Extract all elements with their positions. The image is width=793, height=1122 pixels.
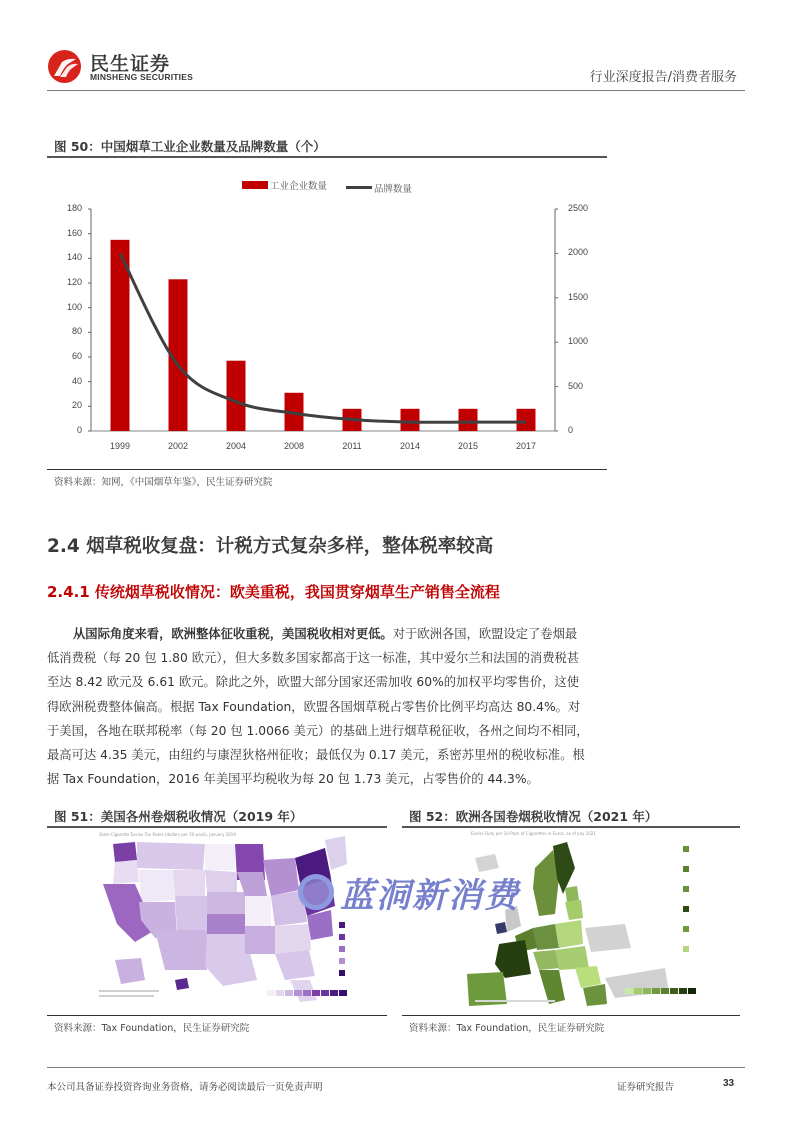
left-axis-tick-label: 160 bbox=[66, 227, 82, 238]
figure-51-bottom-rule bbox=[47, 1015, 387, 1016]
x-axis-tick-label: 2011 bbox=[342, 441, 362, 451]
figure-50-bottom-rule bbox=[47, 469, 607, 470]
figure-50-title: 图 50：中国烟草工业企业数量及品牌数量（个） bbox=[54, 139, 326, 154]
report-category: 行业深度报告/消费者服务 bbox=[589, 70, 737, 85]
paragraph-line: 得欧洲税费整体偏高。根据 Tax Foundation，欧盟各国烟草税占零售价比例平均高达 80.4%。对 bbox=[47, 699, 581, 714]
bar-enterprises bbox=[227, 361, 246, 431]
legend-label: 品牌数量 bbox=[374, 183, 413, 195]
paragraph-line: 据 Tax Foundation，2016 年美国平均税收为每 20 包 1.73 美元，占零售价的 44.3%。 bbox=[47, 772, 539, 787]
right-axis-tick-label: 1000 bbox=[568, 336, 589, 347]
logo-emblem-icon bbox=[48, 50, 81, 83]
bar-enterprises bbox=[401, 409, 420, 431]
map-caption: State Cigarette Excise Tax Rates (dollars per 20-pack), January 2019 bbox=[99, 832, 236, 837]
x-axis-tick-label: 2004 bbox=[225, 441, 247, 451]
figure-51-top-rule bbox=[47, 826, 387, 828]
footer-doc-type: 证券研究报告 bbox=[617, 1082, 675, 1093]
right-axis-tick-label: 2000 bbox=[568, 247, 589, 258]
figure-52-source: 资料来源：Tax Foundation，民生证券研究院 bbox=[409, 1023, 605, 1034]
paragraph-line: 最高可达 4.35 美元，由纽约与康涅狄格州征收；最低仅为 0.17 美元，系密苏里州的税收标准。根 bbox=[47, 748, 585, 763]
left-axis-tick-label: 120 bbox=[66, 277, 82, 287]
figure-52-title: 图 52：欧洲各国卷烟税收情况（2021 年） bbox=[409, 809, 658, 824]
figure-50-source: 资料来源：知网，《中国烟草年鉴》，民生证券研究院 bbox=[54, 477, 273, 488]
figure-51-source: 资料来源：Tax Foundation，民生证券研究院 bbox=[54, 1023, 250, 1034]
subsection-heading: 2.4.1 传统烟草税收情况：欧美重税，我国贯穿烟草生产销售全流程 bbox=[47, 583, 500, 601]
right-axis-tick-label: 2500 bbox=[568, 203, 589, 213]
body-paragraph bbox=[47, 622, 615, 791]
x-axis-tick-label: 1999 bbox=[109, 441, 131, 451]
map-caption: Excise Duty per 20-Pack of Cigarettes in Euros, as of July 2021 bbox=[471, 831, 596, 836]
bar-enterprises bbox=[459, 409, 478, 431]
left-axis-tick-label: 100 bbox=[66, 301, 82, 312]
paragraph-line: 于美国，各地在联邦税率（每 20 包 1.0066 美元）的基础上进行烟草税征收，各州之间均不相同， bbox=[47, 723, 589, 738]
x-axis-tick-label: 2017 bbox=[515, 441, 537, 451]
x-axis-tick-label: 2014 bbox=[399, 441, 421, 451]
page-header bbox=[0, 0, 793, 100]
watermark-text: 蓝洞新消费 bbox=[340, 876, 520, 916]
page-number: 33 bbox=[723, 1078, 735, 1089]
left-axis-tick-label: 180 bbox=[66, 203, 82, 213]
paragraph-line bbox=[47, 622, 615, 646]
left-axis-tick-label: 20 bbox=[71, 400, 82, 411]
bar-enterprises bbox=[517, 409, 536, 431]
right-axis-tick-label: 0 bbox=[568, 425, 574, 435]
right-axis-tick-label: 500 bbox=[568, 380, 584, 391]
section-heading: 2.4 烟草税收复盘：计税方式复杂多样，整体税率较高 bbox=[47, 536, 494, 557]
us-tax-map-image bbox=[95, 830, 355, 1010]
x-axis-tick-label: 2015 bbox=[457, 441, 479, 451]
logo-english-name: MINSHENG SECURITIES bbox=[90, 72, 193, 82]
paragraph-line: 至达 8.42 欧元及 6.61 欧元。除此之外，欧盟大部分国家还需加收 60%的加权平均零售价，这使 bbox=[47, 675, 580, 690]
figure-50-top-rule bbox=[47, 156, 607, 158]
right-axis-tick-label: 1500 bbox=[568, 291, 589, 302]
footer-disclaimer: 本公司具备证券投资咨询业务资格，请务必阅读最后一页免责声明 bbox=[47, 1082, 323, 1093]
logo-chinese-name: 民生证券 bbox=[90, 53, 171, 75]
paragraph-line: 低消费税（每 20 包 1.80 欧元），但大多数多国家都高于这一标准，其中爱尔兰和法国的消费税甚 bbox=[47, 651, 580, 666]
paragraph-text: 对于欧洲各国，欧盟设定了卷烟最 bbox=[392, 627, 578, 641]
left-axis-tick-label: 140 bbox=[66, 252, 82, 263]
left-axis-tick-label: 40 bbox=[71, 375, 82, 386]
legend-label: 工业企业数量 bbox=[269, 181, 327, 192]
left-axis-tick-label: 80 bbox=[71, 326, 82, 337]
x-axis-tick-label: 2008 bbox=[283, 441, 305, 451]
footer-divider bbox=[47, 1067, 745, 1068]
europe-tax-map-image bbox=[455, 828, 700, 1008]
left-axis-tick-label: 60 bbox=[71, 351, 82, 361]
x-axis-tick-label: 2002 bbox=[167, 441, 189, 451]
company-logo bbox=[48, 47, 198, 87]
figure-52-bottom-rule bbox=[402, 1015, 740, 1016]
header-divider bbox=[47, 90, 745, 91]
chart-plot-area bbox=[47, 160, 607, 460]
figure-50-chart bbox=[47, 160, 607, 460]
paragraph-lead: 从国际角度来看，欧洲整体征收重税，美国税收相对更低。 bbox=[73, 627, 393, 641]
left-axis-tick-label: 0 bbox=[76, 425, 82, 435]
figure-51-title: 图 51：美国各州卷烟税收情况（2019 年） bbox=[54, 809, 303, 824]
